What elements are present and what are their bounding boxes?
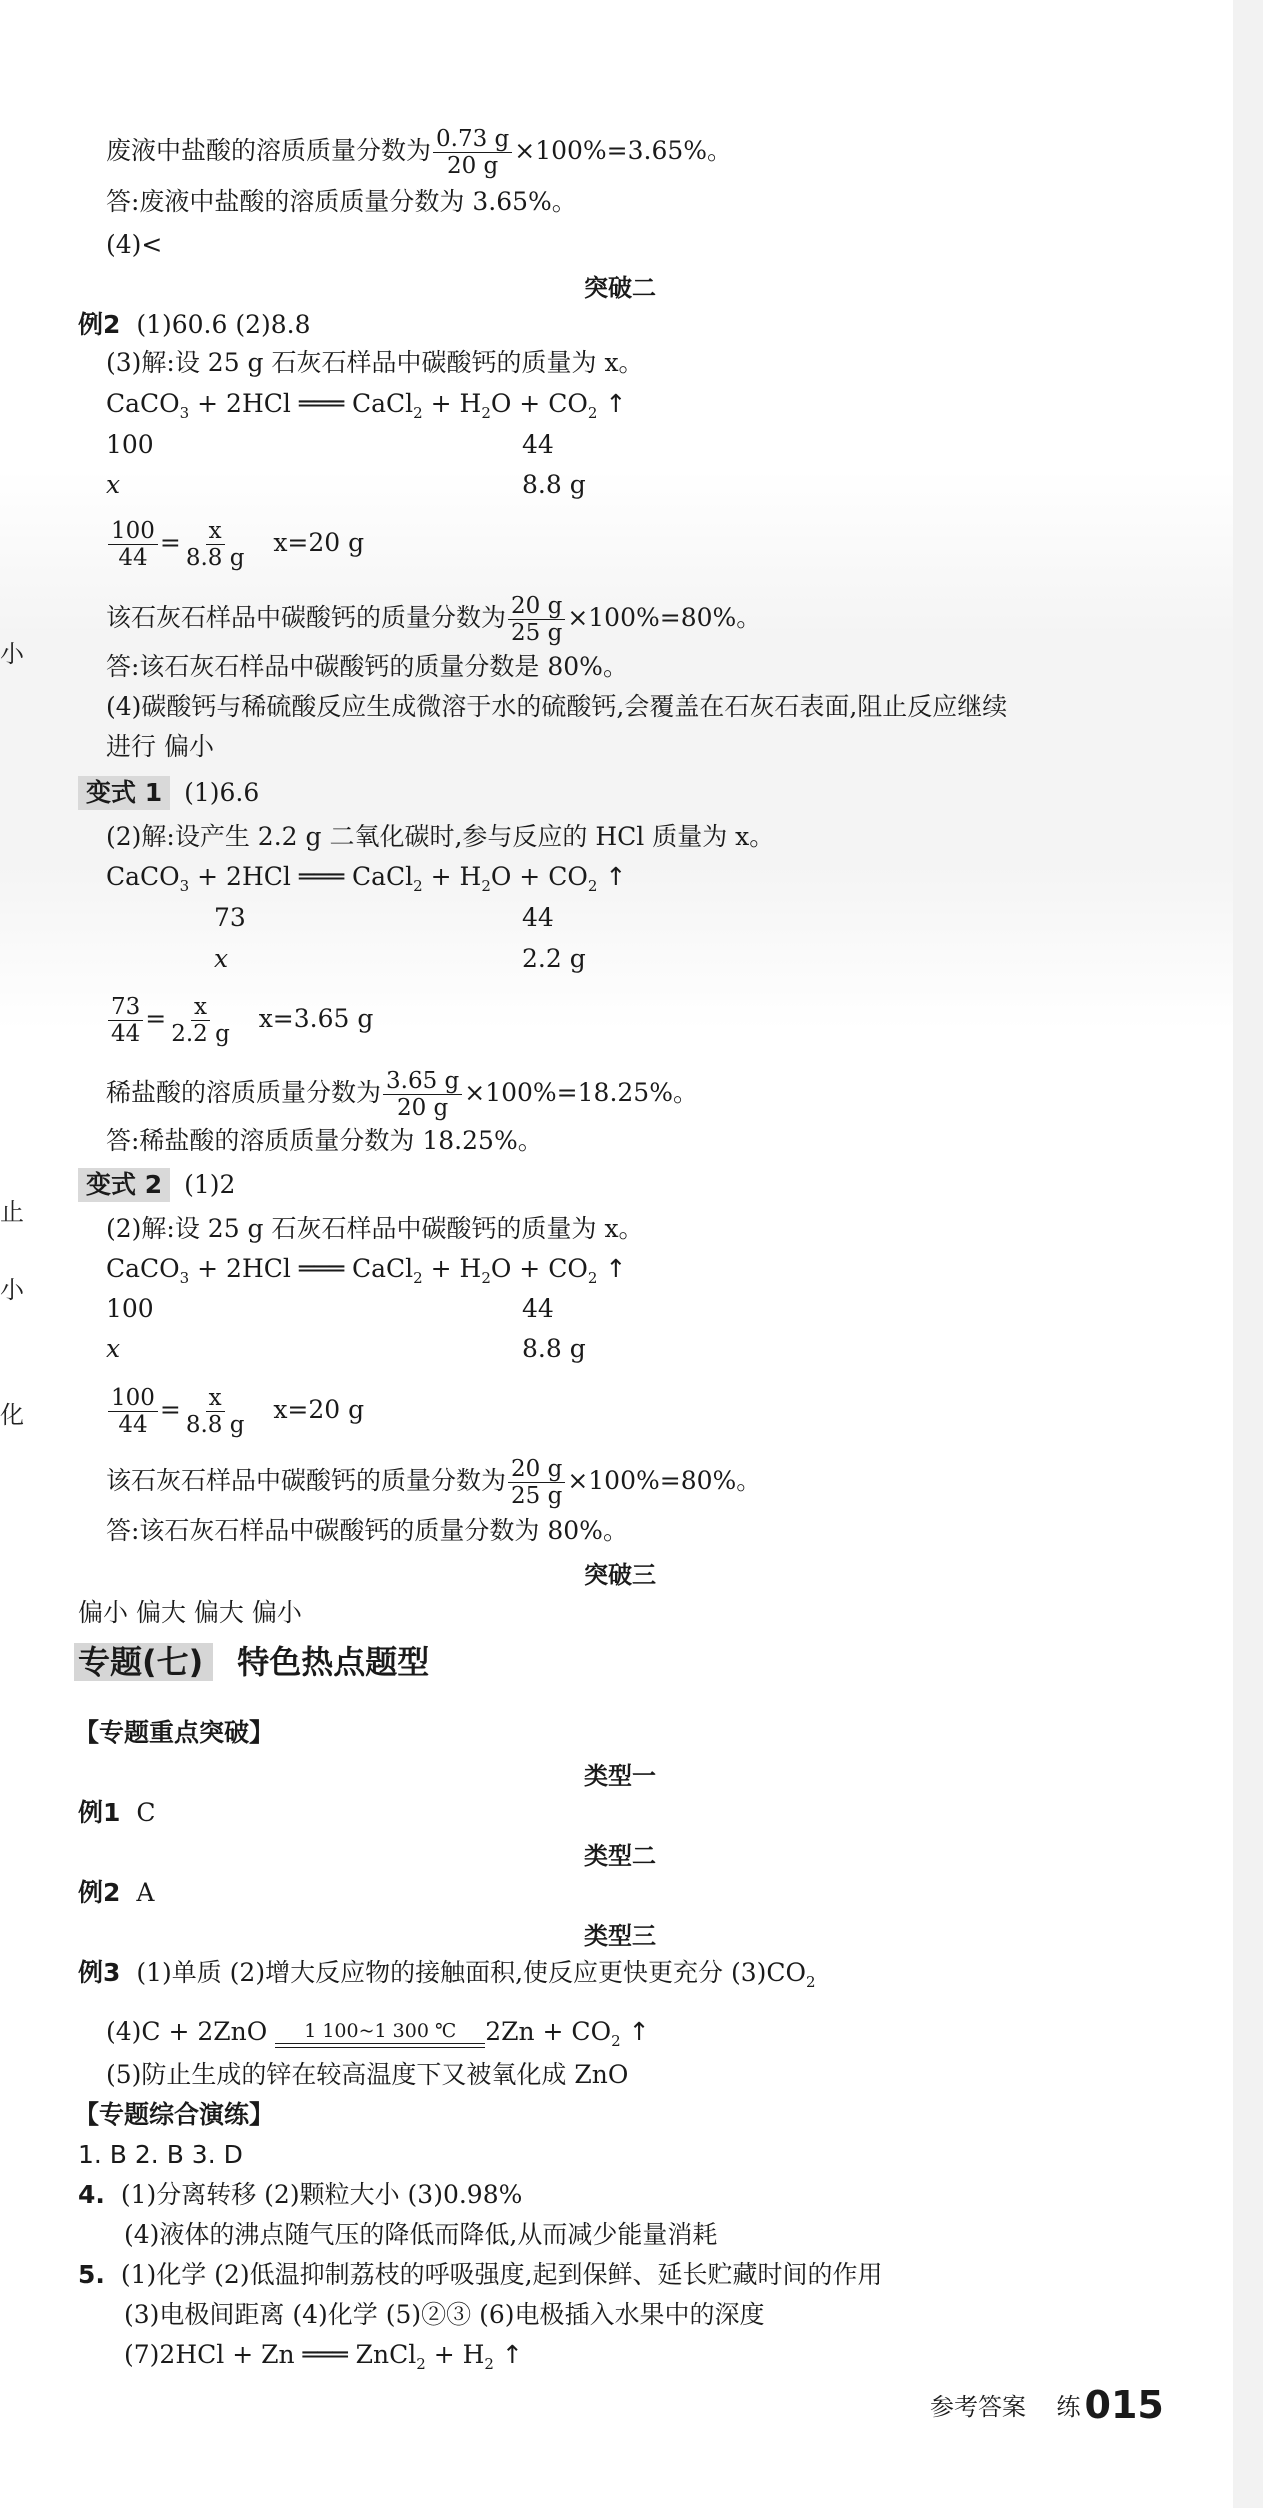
known-mass: 8.8 g [522, 1334, 586, 1363]
answer-line: 答:稀盐酸的溶质质量分数为 18.25%。 [106, 1126, 543, 1155]
chemical-equation: CaCO$_3$ + 2HCl ═══ CaCl$_2$ + $H_2O + CO_2$ ↑ [106, 389, 627, 422]
page-edge [1233, 0, 1263, 2508]
tupo3-answer: 偏小 偏大 偏大 偏小 [78, 1598, 302, 1627]
fraction: $\frac{20 g}{25 g}$ [508, 593, 565, 646]
type-heading: 类型二 [584, 1842, 656, 1870]
type-heading: 类型一 [584, 1762, 656, 1790]
fraction: $\frac{0.73 g}{20 g}$ [433, 126, 512, 179]
topic-title [74, 1640, 429, 1684]
question-5-equation: (7)2HCl + Zn ═══ ZnCl$_2$ + $H_2$ ↑ [124, 2340, 523, 2373]
question-5-cont: (3)电极间距离 (4)化学 (5)②③ (6)电极插入水果中的深度 [124, 2300, 765, 2329]
fraction: $\frac{x}{8.8 g}$ [185, 518, 245, 571]
fraction-line: 该石灰石样品中碳酸钙的质量分数为 $\frac{20 g}{25 g}$ ×100%=80%。 [106, 593, 762, 646]
molar-mass: 100 [106, 430, 154, 459]
gas-arrow-icon: ↑ [605, 862, 627, 891]
fraction: $\frac{100}{44}$ [108, 1385, 158, 1438]
mc-answers: 1. B 2. B 3. D [78, 2140, 243, 2169]
reaction-note: (5)防止生成的锌在较高温度下又被氧化成 ZnO [106, 2060, 629, 2089]
unknown: x [106, 1334, 121, 1363]
variant-line: 变式 1 (1)6.6 [78, 776, 259, 810]
gas-arrow-icon: ↑ [605, 1254, 627, 1283]
fraction: $\frac{100}{44}$ [108, 518, 158, 571]
type-heading: 类型三 [584, 1922, 656, 1950]
unknown: x [214, 944, 229, 973]
variant-tag: 变式 2 [78, 1168, 170, 1202]
subsection-heading: 【专题重点突破】 [74, 1718, 275, 1747]
gas-arrow-icon: ↑ [501, 2340, 523, 2369]
molar-mass: 44 [522, 430, 554, 459]
known-mass: 8.8 g [522, 470, 586, 499]
section-heading: 突破三 [584, 1561, 656, 1589]
fraction-line: 稀盐酸的溶质质量分数为 $\frac{3.65 g}{20 g}$ ×100%=18.25%。 [106, 1068, 698, 1121]
molar-mass: 44 [522, 903, 554, 932]
variant-line: 变式 2 (1)2 [78, 1168, 235, 1202]
footer-practice: 练 [1056, 2393, 1081, 2421]
section-heading: 突破二 [584, 274, 656, 302]
fraction: $\frac{3.65 g}{20 g}$ [383, 1068, 462, 1121]
known-mass: 2.2 g [522, 944, 586, 973]
topic-name: 特色热点题型 [237, 1643, 430, 1681]
solve-line: (2)解:设产生 2.2 g 二氧化碳时,参与反应的 HCl 质量为 x。 [106, 822, 775, 851]
gas-arrow-icon: ↑ [628, 2017, 650, 2046]
question-4: 4. (1)分离转移 (2)颗粒大小 (3)0.98% [78, 2180, 523, 2209]
ratio-line: $\frac{73}{44}$ = $\frac{x}{2.2 g}$ x=3.65 g [106, 994, 373, 1047]
fraction-line: 该石灰石样品中碳酸钙的质量分数为 $\frac{20 g}{25 g}$ ×100%=80%。 [106, 1456, 762, 1509]
subsection-heading: 【专题综合演练】 [74, 2100, 275, 2129]
example-line: 例1 C [78, 1798, 156, 1827]
ratio-line: $\frac{100}{44}$ = $\frac{x}{8.8 g}$ x=20 g [106, 518, 364, 571]
variant-tag: 变式 1 [78, 776, 170, 810]
fraction: $\frac{x}{2.2 g}$ [171, 994, 230, 1047]
chemical-equation: CaCO$_3$ + 2HCl ═══ CaCl$_2$ + $H_2O + CO_2$ ↑ [106, 1254, 627, 1287]
topic-label: 专题(七) [74, 1643, 213, 1681]
example-line: 例2 (1)60.6 (2)8.8 [78, 310, 311, 339]
molar-mass: 44 [522, 1294, 554, 1323]
molar-mass: 73 [214, 903, 246, 932]
molar-mass: 100 [106, 1294, 154, 1323]
footer-label: 参考答案 [930, 2393, 1026, 2421]
answer-line: 答:该石灰石样品中碳酸钙的质量分数是 80%。 [106, 652, 628, 681]
page-number: 015 [1084, 2383, 1164, 2427]
part-4-cont: 进行 偏小 [106, 732, 214, 761]
fraction: $\frac{20 g}{25 g}$ [508, 1456, 565, 1509]
reaction-line: (4)C + 2ZnO 1 100~1 300 ℃ $2Zn + CO_2$ ↑ [106, 2015, 650, 2058]
page-footer [930, 2380, 1164, 2432]
reaction-condition: 1 100~1 300 ℃ [275, 2043, 485, 2058]
part-4: (4)< [106, 230, 163, 259]
chemical-equation: CaCO$_3$ + 2HCl ═══ CaCl$_2$ + $H_2O + CO_2$ ↑ [106, 862, 627, 895]
answer-line: 答:废液中盐酸的溶质质量分数为 3.65%。 [106, 187, 577, 216]
ratio-line: $\frac{100}{44}$ = $\frac{x}{8.8 g}$ x=20 g [106, 1385, 364, 1438]
example-line: 例3 (1)单质 (2)增大反应物的接触面积,使反应更快更充分 $(3)CO_2$ [78, 1958, 816, 1991]
margin-fragment: 止 [0, 1198, 24, 1226]
question-4-cont: (4)液体的沸点随气压的降低而降低,从而减少能量消耗 [124, 2220, 718, 2249]
fraction: $\frac{73}{44}$ [108, 994, 143, 1047]
solve-line: (2)解:设 25 g 石灰石样品中碳酸钙的质量为 x。 [106, 1214, 644, 1243]
gas-arrow-icon: ↑ [605, 389, 627, 418]
answer-line: 答:该石灰石样品中碳酸钙的质量分数为 80%。 [106, 1516, 628, 1545]
solve-line: (3)解:设 25 g 石灰石样品中碳酸钙的质量为 x。 [106, 348, 644, 377]
fraction: $\frac{x}{8.8 g}$ [185, 1385, 245, 1438]
margin-fragment: 小 [0, 640, 24, 668]
unknown: x [106, 470, 121, 499]
fraction-line: 废液中盐酸的溶质质量分数为 $\frac{0.73 g}{20 g}$ ×100%=3.65%。 [106, 126, 733, 179]
example-line: 例2 A [78, 1878, 155, 1907]
margin-fragment: 化 [0, 1401, 24, 1429]
question-5: 5. (1)化学 (2)低温抑制荔枝的呼吸强度,起到保鲜、延长贮藏时间的作用 [78, 2260, 883, 2289]
margin-fragment: 小 [0, 1276, 24, 1304]
part-4: (4)碳酸钙与稀硫酸反应生成微溶于水的硫酸钙,会覆盖在石灰石表面,阻止反应继续 [106, 692, 1008, 721]
